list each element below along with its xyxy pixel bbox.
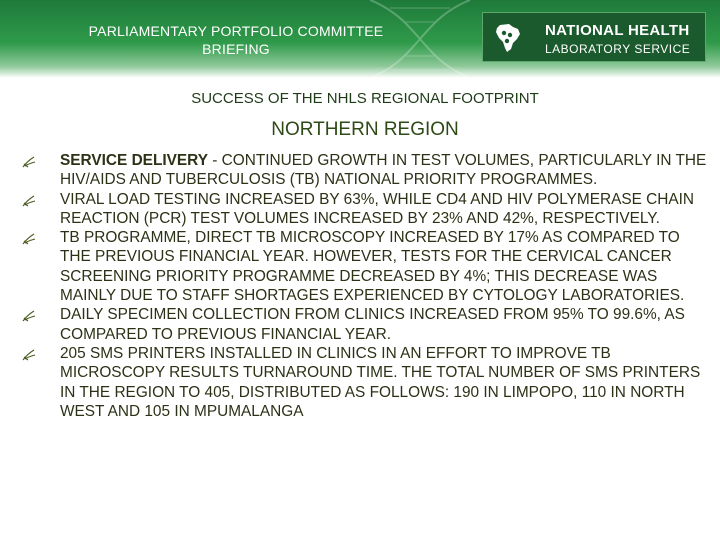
bullet-5-text: 205 SMS PRINTERS INSTALLED IN CLINICS IN AN EFFORT TO IMPROVE TB MICROSCOPY RESULTS TURNAROUND TIME. THE TOTAL NUMBER OF SMS PRINTERS IN THE REGION TO 405, DISTRIBUTED AS FOLLOWS: 190 IN LIMPOPO, 110 IN NORTH WEST AND 105 IN MPUMALANGA — [60, 344, 701, 420]
logo-text-line2: LABORATORY SERVICE — [545, 42, 691, 56]
bullet-4-text: DAILY SPECIMEN COLLECTION FROM CLINICS INCREASED FROM 95% TO 99.6%, AS COMPARED TO PREVIOUS FINANCIAL YEAR. — [60, 306, 685, 343]
bullet-1-text: - CONTINUED GROWTH IN TEST VOLUMES, PARTICULARLY IN THE HIV/AIDS AND TUBERCULOSIS (TB) NATIONAL PRIORITY PROGRAMMES. — [60, 152, 707, 189]
bullet-2-text: VIRAL LOAD TESTING INCREASED BY 63%, WHILE CD4 AND HIV POLYMERASE CHAIN REACTION (PCR) TEST VOLUMES INCREASED BY 23% AND 42%, RESPECTIVELY. — [60, 190, 695, 227]
slide-subtitle: SUCCESS OF THE NHLS REGIONAL FOOTPRINT — [191, 90, 539, 107]
bullet-item-2 — [10, 190, 710, 229]
slide-region-heading: NORTHERN REGION — [271, 119, 459, 140]
header-banner — [0, 0, 720, 78]
bullet-3-text: TB PROGRAMME, DIRECT TB MICROSCOPY INCREASED BY 17% AS COMPARED TO THE PREVIOUS FINANCIAL YEAR. HOWEVER, TESTS FOR THE CERVICAL CANCER SCREENING PRIORITY PROGRAMME DECREASED BY 4%; THIS DECREASE WAS MAINLY DUE TO STAFF SHORTAGES EXPERIENCED BY CYTOLOGY LABORATORIES. — [60, 229, 685, 305]
briefing-title — [40, 22, 432, 58]
bullet-1-lead: SERVICE DELIVERY — [60, 152, 208, 169]
scribble-bullet-icon — [22, 156, 36, 168]
nhls-africa-logo-icon — [491, 21, 525, 55]
nhls-logo — [482, 12, 706, 62]
scribble-bullet-icon — [22, 349, 36, 361]
briefing-title-line1: PARLIAMENTARY PORTFOLIO COMMITTEE — [88, 23, 384, 39]
briefing-title-line2: BRIEFING — [202, 41, 270, 57]
logo-text-line1: NATIONAL HEALTH — [545, 22, 690, 39]
bullet-item-4 — [10, 305, 710, 344]
bullet-item-5 — [10, 344, 710, 421]
bullet-item-3 — [10, 228, 710, 305]
bullet-list — [10, 151, 710, 421]
bullet-item-1 — [10, 151, 710, 190]
scribble-bullet-icon — [22, 310, 36, 322]
scribble-bullet-icon — [22, 233, 36, 245]
scribble-bullet-icon — [22, 195, 36, 207]
